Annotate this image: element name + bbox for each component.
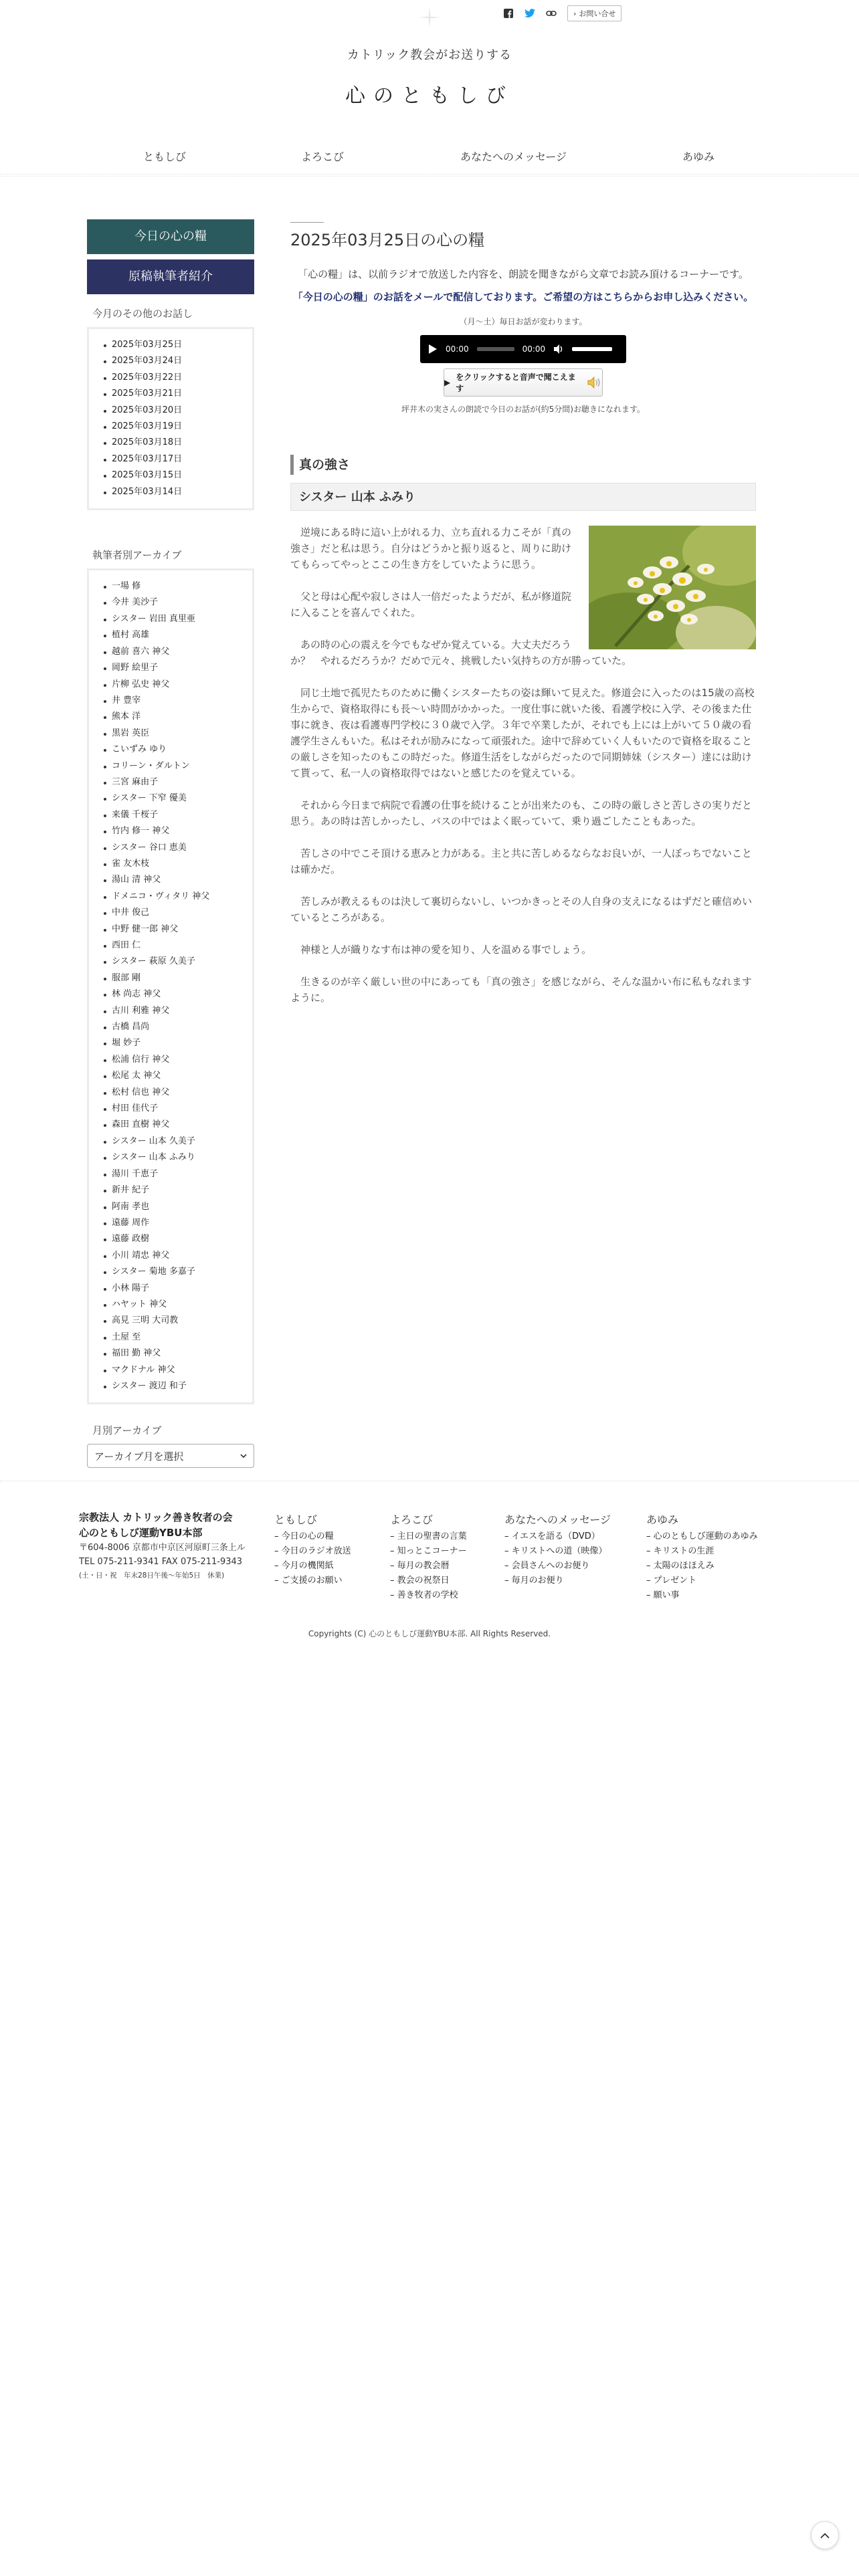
footer-link-label: 願い事 [653,1590,680,1600]
article-paragraph: 逆境にある時に這い上がれる力、立ち直れる力こそが「真の強さ」だと私は思う。自分はどうかと振り返ると、周りに助けてもらってやっとここの生き方をしていたように思う。 [290,526,572,570]
footer-link[interactable] [274,1529,351,1544]
author-archive-item[interactable]: 西田 仁 [102,938,246,954]
dash-bullet-icon: – [274,1561,282,1571]
author-archive-item[interactable]: 遠藤 政樹 [102,1231,246,1247]
archive-month-select[interactable] [87,1444,254,1468]
author-archive-item[interactable]: シスター 下窄 優美 [102,790,246,807]
article-paragraph: 同じ土地で孤児たちのために働くシスターたちの姿は輝いて見えた。修道会に入ったのは15歳の高校生からで、資格取得にも長〜い時間がかかった。一度仕事に就いた後、看護学校に入学、その後また仕事に就き、夜は看護専門学校に３０歳で入学。３年で卒業したが、それでも上には上がいて５０歳の看護学生さんもいた。私はそれが励みになって頑張れた。途中で辞めていく人もいたので資格を取ることの厳しさを知ったのもこの時だった。修道生活をしながらだったので同期姉妹（シスター）達には助けて貰って、私一人の資格取得ではないと感じたのを覚えている。 [290,687,755,779]
footer-link-label: 知っとこコーナー [397,1546,467,1556]
footer-column-heading[interactable]: よろこび [390,1513,434,1526]
article-paragraph: 苦しみが教えるものは決して裏切らないし、いつかきっとその人自身の支えになるはずだと確信めいているところがある。 [290,895,753,924]
org-phone: TEL 075-211-9341 FAX 075-211-9343 [79,1557,243,1567]
author-archive-item[interactable]: 新井 紀子 [102,1182,246,1198]
footer-column-heading[interactable]: ともしび [274,1513,318,1526]
article-paragraph: 生きるのが辛く厳しい世の中にあっても「真の強さ」を感じながら、そんな温かい布に私もなれますように。 [290,976,752,1004]
recent-item[interactable]: 2025年03月20日 [102,403,246,419]
chevron-right-icon: › [573,9,577,18]
author-archive-item[interactable]: シスター 岩田 真里亜 [102,611,246,627]
intro-text: 「心の糧」は、以前ラジオで放送した内容を、朗読を聞きながら文章でお読み頂けるコーナーです。 [298,268,749,280]
article-paragraph: 苦しさの中でこそ頂ける恵みと力がある。主と共に苦しめるならなお良いが、一人ぼっちでないことは確かだ。 [290,847,752,875]
site-footer [0,1481,859,1600]
author-archive-item[interactable]: 湯山 清 神父 [102,872,246,888]
author-archive-item[interactable]: シスター 渡辺 和子 [102,1378,246,1394]
sidebar [87,219,254,1468]
author-archive-item[interactable]: ハヤット 神父 [102,1297,246,1313]
footer-organization [79,1510,260,1582]
player-current-time: 00:00 [446,344,469,354]
recent-item[interactable]: 2025年03月25日 [102,337,246,353]
author-archive-item[interactable]: 竹内 修一 神父 [102,823,246,839]
dash-bullet-icon: – [646,1576,654,1586]
dash-bullet-icon: – [390,1531,397,1541]
author-archive-item[interactable]: 福田 勤 神父 [102,1346,246,1362]
recent-list [102,337,246,500]
authors-list [102,578,246,1394]
monthly-heading: 月別アーカイブ [92,1424,162,1437]
author-archive-item[interactable]: シスター 菊地 多嘉子 [102,1264,246,1280]
author-archive-item[interactable]: 片柳 弘史 神父 [102,677,246,693]
author-archive-item[interactable]: 湯川 千恵子 [102,1166,246,1182]
dash-bullet-icon: – [646,1590,654,1600]
dash-bullet-icon: – [504,1546,512,1556]
dash-bullet-icon: – [274,1531,282,1541]
chevron-down-icon [240,1454,247,1458]
dash-bullet-icon: – [504,1531,512,1541]
author-archive-item[interactable]: 熊本 洋 [102,709,246,725]
player-duration: 00:00 [522,344,546,354]
author-archive-item[interactable]: 小川 靖忠 神父 [102,1248,246,1264]
reader-note: 坪井木の実さんの朗読で今日のお話が(約5分間)お聴きになれます。 [401,405,646,414]
footer-link[interactable] [504,1544,611,1559]
author-archive-item[interactable]: シスター 山本 久美子 [102,1134,246,1150]
page-title: 2025年03月25日の心の糧 [290,231,485,249]
footer-link-label: イエスを語る（DVD） [511,1531,600,1541]
play-icon[interactable] [428,344,438,354]
org-address: 〒604-8006 京都市中京区河原町三条上ル [79,1543,246,1553]
author-archive-item[interactable]: 高見 三明 大司教 [102,1313,246,1329]
footer-link-label: 毎月のお便り [511,1576,564,1586]
org-name: 宗教法人 カトリック善き牧者の会 [79,1511,233,1523]
listen-audio-button[interactable] [444,368,603,397]
author-archive-item[interactable]: 中井 俊己 [102,905,246,921]
author-archive-item[interactable]: 松村 信也 神父 [102,1085,246,1101]
audio-player [420,335,626,363]
footer-link-label: 善き牧者の学校 [397,1590,458,1600]
dash-bullet-icon: – [646,1546,654,1556]
author-archive-item[interactable]: 来儀 千桜子 [102,807,246,823]
recent-item[interactable]: 2025年03月19日 [102,419,246,435]
author-archive-item[interactable]: 松尾 太 神父 [102,1068,246,1084]
footer-link-label: 今日のラジオ放送 [281,1546,351,1556]
author-archive-item[interactable]: 岡野 絵里子 [102,660,246,676]
flower-photo [589,526,756,649]
link-icon[interactable] [546,8,557,19]
footer-link-label: 心のともしび運動のあゆみ [653,1531,758,1541]
article-body [290,524,756,1006]
footer-link[interactable] [390,1574,467,1588]
authors-heading: 執筆者別アーカイブ [92,549,182,562]
author-archive-item[interactable]: 古川 利雅 神父 [102,1003,246,1019]
author-archive-item[interactable]: 村田 佳代子 [102,1101,246,1117]
sparkle-icon [419,7,440,28]
footer-link-label: 会員さんへのお便り [511,1561,590,1571]
footer-link-label: プレゼント [653,1576,697,1586]
recent-heading: 今月のその他のお話し [92,308,193,320]
footer-link-label: キリストへの道（映像） [511,1546,607,1556]
title-rule [290,222,324,223]
footer-link-label: 太陽のほほえみ [653,1561,714,1571]
mail-signup-link[interactable]: 「今日の心の糧」のお話をメールで配信しております。ご希望の方はこちらからお申し込みください。 [292,291,754,303]
author-archive-item[interactable]: 森田 直樹 神父 [102,1117,246,1133]
dash-bullet-icon: – [390,1561,397,1571]
contact-button[interactable] [567,5,622,21]
footer-link[interactable] [504,1574,611,1588]
recent-list-box [87,327,254,510]
footer-column-heading[interactable]: あゆみ [646,1513,679,1526]
footer-column-heading[interactable]: あなたへのメッセージ [504,1513,611,1526]
footer-link[interactable] [504,1529,611,1544]
author-archive-item[interactable]: 雀 友木枝 [102,856,246,872]
author-archive-item[interactable]: 三宮 麻由子 [102,774,246,790]
main-content [290,222,756,1022]
facebook-icon[interactable] [503,8,514,19]
author-archive-item[interactable]: シスター 谷口 恵美 [102,840,246,856]
nav-item-yorokobi[interactable]: よろこび [301,150,345,163]
dash-bullet-icon: – [274,1546,282,1556]
footer-column [504,1511,611,1588]
recent-item[interactable]: 2025年03月24日 [102,353,246,369]
author-archive-item[interactable]: 中野 健一郎 神父 [102,922,246,938]
archive-select-value: アーカイブ月を選択 [94,1450,184,1463]
footer-link[interactable] [390,1588,467,1603]
twitter-icon[interactable] [524,8,535,19]
recent-item[interactable]: 2025年03月15日 [102,467,246,484]
nav-item-message[interactable]: あなたへのメッセージ [460,150,567,163]
article-paragraph: あの時の心の震えを今でもなぜか覚えている。大丈夫だろうか？ やれるだろうか？だめで元々、挑戦したい気持ちの方が勝っていた。 [290,639,632,667]
dash-bullet-icon: – [646,1531,654,1541]
footer-link[interactable] [390,1544,467,1559]
author-archive-item[interactable]: 服部 剛 [102,970,246,986]
site-title[interactable]: 心のともしび [345,84,514,108]
nav-divider [0,174,859,177]
author-archive-item[interactable]: 小林 陽子 [102,1281,246,1297]
author-archive-item[interactable]: 堀 妙子 [102,1035,246,1051]
author-archive-item[interactable]: 一場 修 [102,578,246,595]
footer-link[interactable] [646,1544,758,1559]
footer-link-label: 今日の心の糧 [281,1531,334,1541]
recent-item[interactable]: 2025年03月21日 [102,386,246,402]
author-archive-item[interactable]: 井 豊宰 [102,693,246,709]
authors-list-box [87,568,254,1404]
author-archive-item[interactable]: 松浦 信行 神父 [102,1052,246,1068]
author-archive-item[interactable]: 越前 喜六 神父 [102,644,246,660]
footer-link[interactable] [274,1559,351,1574]
footer-link[interactable] [646,1588,758,1603]
author-archive-item[interactable]: シスター 萩原 久美子 [102,954,246,970]
dash-bullet-icon: – [504,1561,512,1571]
dash-bullet-icon: – [390,1590,397,1600]
contact-label: お問い合せ [579,9,616,18]
recent-item[interactable]: 2025年03月22日 [102,370,246,386]
volume-slider[interactable] [572,347,612,351]
author-archive-item[interactable]: 阿南 孝也 [102,1199,246,1215]
nav-item-tomoshibi[interactable]: ともしび [143,150,187,163]
footer-link-label: 教会の祝祭日 [397,1576,450,1586]
header-utility-bar [503,5,622,21]
authors-button[interactable]: 原稿執筆者紹介 [87,259,254,294]
dash-bullet-icon: – [504,1576,512,1586]
author-name: シスター 山本 ふみり [290,483,756,511]
author-archive-item[interactable]: 遠藤 周作 [102,1215,246,1231]
nav-item-ayumi[interactable]: あゆみ [682,150,715,163]
footer-link[interactable] [274,1544,351,1559]
footer-link-label: 主日の聖書の言葉 [397,1531,467,1541]
author-archive-item[interactable]: 植村 高雄 [102,627,246,643]
footer-link-label: キリストの生涯 [653,1546,714,1556]
author-archive-item[interactable]: こいずみ ゆり [102,742,246,758]
org-branch: 心のともしび運動YBU本部 [79,1527,203,1539]
chevron-up-icon [820,2533,830,2539]
author-archive-item[interactable]: ドメニコ・ヴィタリ 神父 [102,889,246,905]
author-archive-item[interactable]: コリーン・ダルトン [102,758,246,774]
footer-link[interactable] [646,1529,758,1544]
dash-bullet-icon: – [390,1576,397,1586]
main-nav [0,148,859,175]
footer-link[interactable] [390,1529,467,1544]
volume-icon[interactable] [553,344,564,354]
site-tagline: カトリック教会がお送りする [347,48,512,62]
recent-item[interactable]: 2025年03月14日 [102,484,246,500]
speaker-icon [587,377,602,389]
listen-audio-label: をクリックすると音声で聞こえます [456,372,576,393]
article-paragraph: それから今日まで病院で看護の仕事を続けることが出来たのも、この時の厳しさと苦しさの実りだと思う。あの時は苦しかったし、バスの中ではよく眠っていて、乗り過ごしたこともあった。 [290,799,753,827]
footer-link[interactable] [504,1559,611,1574]
footer-column [646,1511,758,1603]
recent-item[interactable]: 2025年03月18日 [102,435,246,451]
dash-bullet-icon: – [390,1546,397,1556]
footer-link-label: 今月の機関紙 [281,1561,334,1571]
footer-link[interactable] [646,1559,758,1574]
author-archive-item[interactable]: 林 尚志 神父 [102,986,246,1002]
author-archive-item[interactable]: 古橋 昌尚 [102,1019,246,1035]
copyright: Copyrights (C) 心のともしび運動YBU本部. All Rights Reserved. [308,1629,551,1638]
dash-bullet-icon: – [274,1576,282,1586]
author-archive-item[interactable]: マクドナル 神父 [102,1362,246,1378]
dash-bullet-icon: – [646,1561,654,1571]
footer-link-label: 毎月の教会暦 [397,1561,450,1571]
footer-column [390,1511,467,1603]
author-archive-item[interactable]: 土屋 至 [102,1329,246,1346]
article-paragraph: 父と母は心配や寂しさは人一倍だったようだが、私が修道院に入ることを喜んでくれた。 [290,591,572,619]
today-button[interactable]: 今日の心の糧 [87,219,254,254]
recent-item[interactable]: 2025年03月17日 [102,451,246,467]
footer-link[interactable] [390,1559,467,1574]
player-seek-bar[interactable] [477,347,514,351]
play-small-icon: ▶ [444,378,451,387]
footer-link[interactable] [646,1574,758,1588]
author-archive-item[interactable]: 今井 美沙子 [102,595,246,611]
author-archive-item[interactable]: シスター 山本 ふみり [102,1150,246,1166]
footer-column [274,1511,351,1588]
scroll-to-top-button[interactable] [811,2521,839,2549]
org-hours: (土・日・祝 年末28日午後〜年始5日 休業) [79,1572,225,1580]
footer-link-label: ご支援のお願い [281,1576,343,1586]
footer-link[interactable] [274,1574,351,1588]
article-paragraph: 神様と人が織りなす布は神の愛を知り、人を温める事でしょう。 [300,944,592,956]
section-title: 真の強さ [290,455,756,475]
author-archive-item[interactable]: 黒岩 英臣 [102,726,246,742]
schedule-note: （月〜土）毎日お話が変わります。 [459,317,587,326]
